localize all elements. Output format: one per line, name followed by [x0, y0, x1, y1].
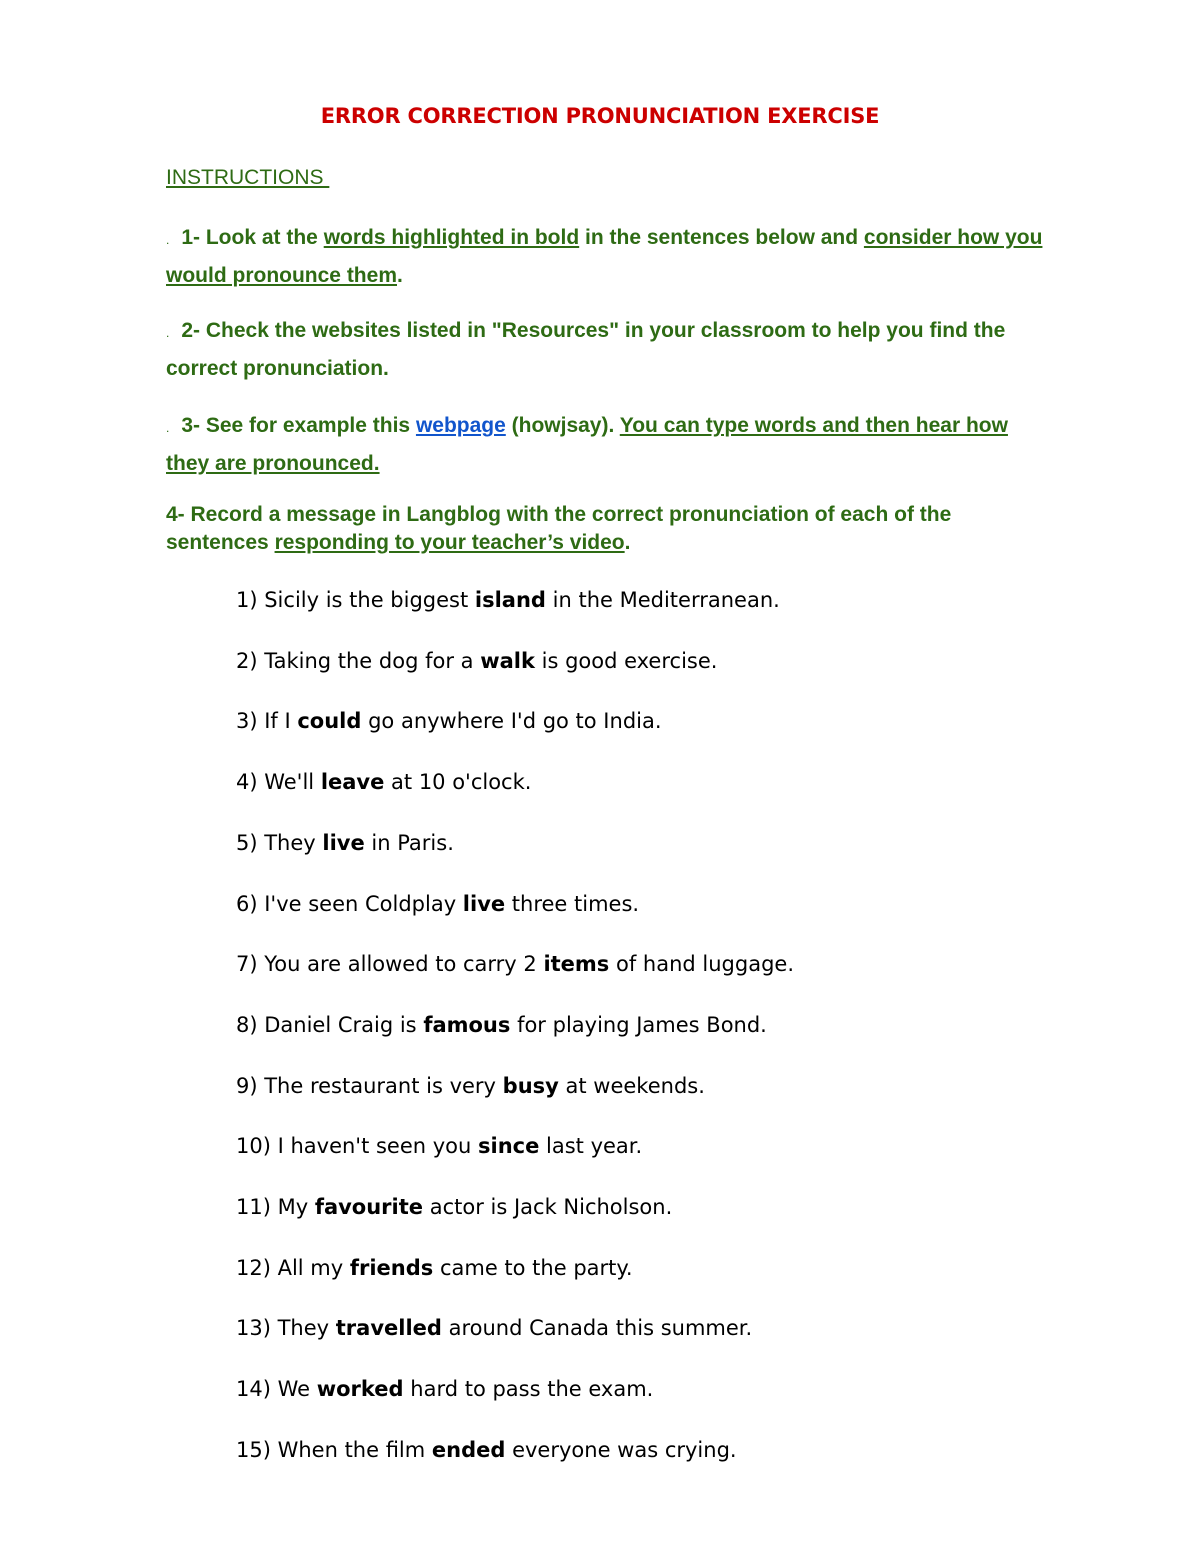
sentence-text: at 10 o'clock. [384, 770, 532, 795]
sentence-item [236, 709, 662, 733]
step4-prefix: 4- Record a message in Langblog with the correct pronunciation of each of the sentences [166, 503, 952, 554]
sentence-text: three times. [505, 891, 640, 916]
sentence-bold-word: busy [502, 1073, 559, 1098]
bullet-marker: . [166, 326, 170, 340]
sentence-text: in Paris. [364, 830, 454, 855]
sentence-text: 5) They [236, 830, 323, 855]
sentence-item [236, 588, 780, 612]
step1-highlight: words highlighted in bold [323, 226, 580, 249]
sentence-item [236, 770, 531, 794]
sentence-text: 2) Taking the dog for a [236, 648, 481, 673]
sentence-text: 7) You are allowed to carry 2 [236, 952, 544, 977]
sentence-item [236, 831, 454, 855]
sentence-text: 4) We'll [236, 770, 321, 795]
step1-suffix: . [397, 264, 403, 287]
sentence-text: actor is Jack Nicholson. [423, 1195, 673, 1219]
sentence-item [236, 1438, 737, 1462]
sentence-text: is good exercise. [534, 648, 718, 673]
step3-mid: (howjsay). [505, 414, 620, 437]
sentence-bold-word: friends [349, 1255, 434, 1280]
sentence-bold-word: walk [480, 648, 535, 673]
sentence-text: 9) The restaurant is very [236, 1073, 503, 1098]
sentence-item [236, 952, 794, 976]
sentence-item [236, 649, 717, 673]
sentence-text: 10) I haven't seen you [236, 1134, 479, 1159]
sentence-bold-word: could [297, 709, 362, 734]
instruction-step-4 [166, 501, 1046, 557]
step4-underlined: responding to your teacher’s video [274, 531, 625, 554]
sentence-text: everyone was crying. [505, 1437, 737, 1462]
bullet-marker: . [166, 421, 170, 435]
sentence-bold-word: favourite [314, 1195, 424, 1219]
page-title: ERROR CORRECTION PRONUNCIATION EXERCISE [320, 104, 880, 128]
sentence-item [236, 1195, 672, 1219]
instruction-step-1 [166, 220, 1046, 293]
step1-prefix: 1- Look at the [181, 226, 324, 249]
sentence-bold-word: items [543, 952, 610, 977]
sentence-text: in the Mediterranean. [545, 588, 780, 612]
sentence-text: for playing James Bond. [510, 1012, 767, 1037]
webpage-link[interactable]: webpage [415, 414, 506, 437]
sentence-item [236, 1256, 633, 1280]
sentence-item [236, 1377, 653, 1401]
sentence-item [236, 1316, 752, 1340]
sentence-text: 1) Sicily is the biggest [236, 588, 475, 612]
sentence-text: 8) Daniel Craig is [236, 1012, 424, 1037]
sentence-text: 3) If I [236, 709, 298, 734]
sentence-bold-word: island [474, 588, 546, 612]
sentence-bold-word: worked [316, 1377, 404, 1402]
sentence-text: around Canada this summer. [441, 1316, 753, 1341]
bullet-marker: . [166, 233, 170, 247]
sentence-text: last year. [539, 1134, 643, 1159]
instruction-step-2 [166, 313, 1046, 386]
sentence-text: at weekends. [558, 1073, 705, 1098]
sentence-bold-word: famous [423, 1012, 511, 1037]
sentence-text: came to the party. [433, 1255, 633, 1280]
sentence-text: 15) When the film [236, 1437, 432, 1462]
step4-suffix: . [624, 531, 631, 554]
sentence-item [236, 1013, 767, 1037]
sentence-text: 14) We [236, 1377, 317, 1402]
sentence-item [236, 892, 639, 916]
sentence-text: go anywhere I'd go to India. [361, 709, 662, 734]
instructions-heading: INSTRUCTIONS [166, 166, 330, 189]
sentence-text: 12) All my [236, 1255, 350, 1280]
step3-underlined: You can type words and then hear how they are pronounced. [166, 414, 1008, 475]
sentence-bold-word: travelled [335, 1316, 442, 1341]
instruction-step-3 [166, 408, 1046, 481]
sentence-text: hard to pass the exam. [403, 1377, 654, 1402]
step1-underlined: consider how you would pronounce them [166, 226, 1043, 287]
sentence-text: 13) They [236, 1316, 336, 1341]
sentence-bold-word: since [478, 1134, 540, 1159]
sentence-item [236, 1134, 642, 1158]
sentence-text: of hand luggage. [609, 952, 794, 977]
sentence-bold-word: live [462, 891, 506, 916]
step3-prefix: 3- See for example this [181, 414, 416, 437]
step2-text: 2- Check the websites listed in "Resources" in your classroom to help you find the correct pronunciation. [166, 319, 1006, 380]
sentence-text: 6) I've seen Coldplay [236, 891, 463, 916]
sentence-item [236, 1074, 705, 1098]
sentence-text: 11) My [236, 1195, 315, 1219]
sentence-bold-word: leave [320, 770, 385, 795]
step1-mid: in the sentences below and [579, 226, 864, 249]
sentence-bold-word: ended [431, 1437, 506, 1462]
sentence-bold-word: live [322, 830, 365, 855]
